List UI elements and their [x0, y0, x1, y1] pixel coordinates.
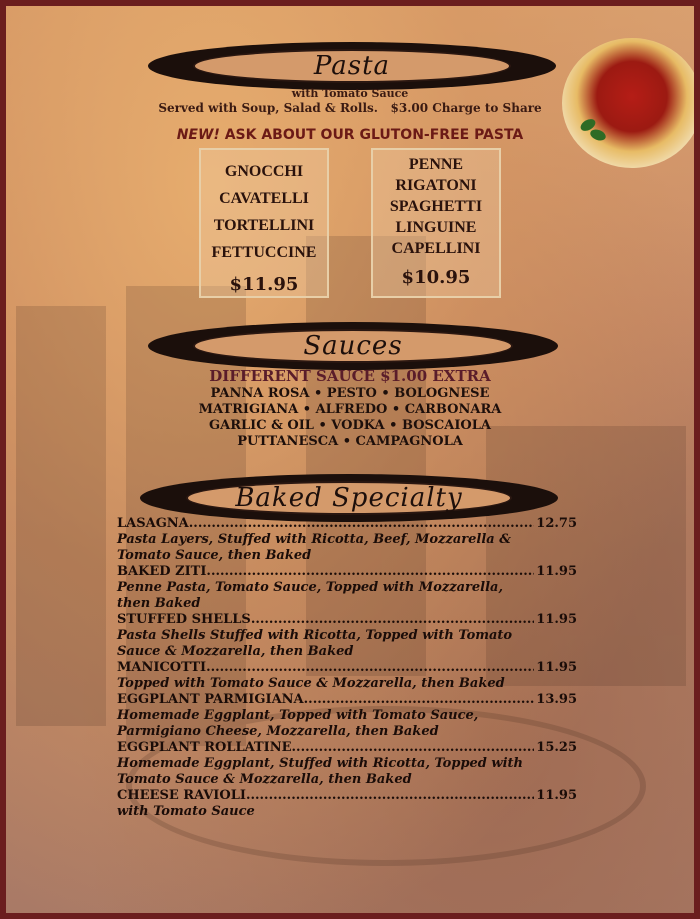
pasta-item: RIGATONI: [395, 177, 477, 194]
pasta-item: FETTUCCINE: [211, 244, 317, 261]
sauce-extra-note: DIFFERENT SAUCE $1.00 EXTRA: [209, 367, 491, 385]
dish-desc: Homemade Eggplant, Stuffed with Ricotta, Topped with: [117, 756, 524, 771]
sauces-header: [148, 322, 558, 370]
dish-name: LASAGNA: [117, 516, 189, 531]
dish-price: 12.75: [536, 516, 577, 531]
dish-price: 15.25: [536, 740, 577, 755]
pasta-item: LINGUINE: [395, 219, 477, 236]
baked-title: Baked Specialty: [235, 483, 463, 513]
sauce-line: PUTTANESCA • CAMPAGNOLA: [237, 434, 463, 449]
dish-name: EGGPLANT PARMIGIANA: [117, 692, 304, 707]
pasta-title: Pasta: [313, 51, 391, 81]
dish: [117, 660, 577, 692]
dish: [117, 516, 577, 564]
sauce-line: GARLIC & OIL • VODKA • BOSCAIOLA: [209, 418, 491, 433]
pasta-note: Served with Soup, Salad & Rolls. $3.00 Charge to Share: [158, 101, 542, 115]
baked-header: [140, 474, 558, 522]
dish: [117, 564, 577, 612]
dish-name: MANICOTTI: [117, 660, 207, 675]
pasta-item: SPAGHETTI: [389, 198, 483, 215]
dish-price: 13.95: [536, 692, 577, 707]
dish-name: EGGPLANT ROLLATINE: [117, 740, 292, 755]
pasta-box-left: [199, 148, 329, 298]
dish-desc: Pasta Layers, Stuffed with Ricotta, Beef, Mozzarella &: [117, 532, 511, 547]
pasta-item: CAVATELLI: [219, 190, 309, 207]
sauce-line: MATRIGIANA • ALFREDO • CARBONARA: [198, 402, 502, 417]
menu-page: [6, 6, 694, 913]
dish-desc: Tomato Sauce & Mozzarella, then Baked: [117, 772, 412, 787]
gluten-free-notice: [6, 127, 694, 143]
pasta-price: $10.95: [401, 267, 471, 288]
sauces-title: Sauces: [303, 331, 403, 361]
dish-desc: then Baked: [117, 596, 201, 611]
new-badge: NEW!: [176, 127, 220, 143]
pasta-box-right: [371, 148, 501, 298]
dish-desc: Penne Pasta, Tomato Sauce, Topped with Mozzarella,: [117, 580, 504, 595]
pasta-item: GNOCCHI: [224, 163, 304, 180]
dish: [117, 740, 577, 788]
pasta-header: [148, 42, 556, 90]
pasta-subtitle: with Tomato Sauce: [291, 87, 409, 100]
dish-price: 11.95: [536, 660, 577, 675]
dish-price: 11.95: [536, 612, 577, 627]
pasta-item: TORTELLINI: [213, 217, 315, 234]
dish-desc: Sauce & Mozzarella, then Baked: [117, 644, 354, 659]
dish-price: 11.95: [536, 788, 577, 803]
sauce-line: PANNA ROSA • PESTO • BOLOGNESE: [210, 386, 490, 401]
dish: [117, 692, 577, 740]
pasta-price: $11.95: [229, 274, 299, 295]
dish-desc: Tomato Sauce, then Baked: [117, 548, 312, 563]
dish: [117, 788, 577, 820]
dish-desc: with Tomato Sauce: [117, 804, 255, 819]
dish-desc: Parmigiano Cheese, Mozzarella, then Baked: [117, 724, 439, 739]
dish-name: CHEESE RAVIOLI: [117, 788, 246, 803]
gluten-text: ASK ABOUT OUR GLUTON-FREE PASTA: [219, 127, 524, 143]
dish-desc: Pasta Shells Stuffed with Ricotta, Topped with Tomato: [117, 628, 513, 643]
dish-desc: Topped with Tomato Sauce & Mozzarella, then Baked: [117, 676, 505, 691]
pasta-item: PENNE: [408, 156, 464, 173]
pasta-item: CAPELLINI: [391, 240, 481, 257]
dish-name: STUFFED SHELLS: [117, 612, 251, 627]
dish-price: 11.95: [536, 564, 577, 579]
dish-desc: Homemade Eggplant, Topped with Tomato Sauce,: [117, 708, 479, 723]
dish: [117, 612, 577, 660]
dish-name: BAKED ZITI: [117, 564, 207, 579]
